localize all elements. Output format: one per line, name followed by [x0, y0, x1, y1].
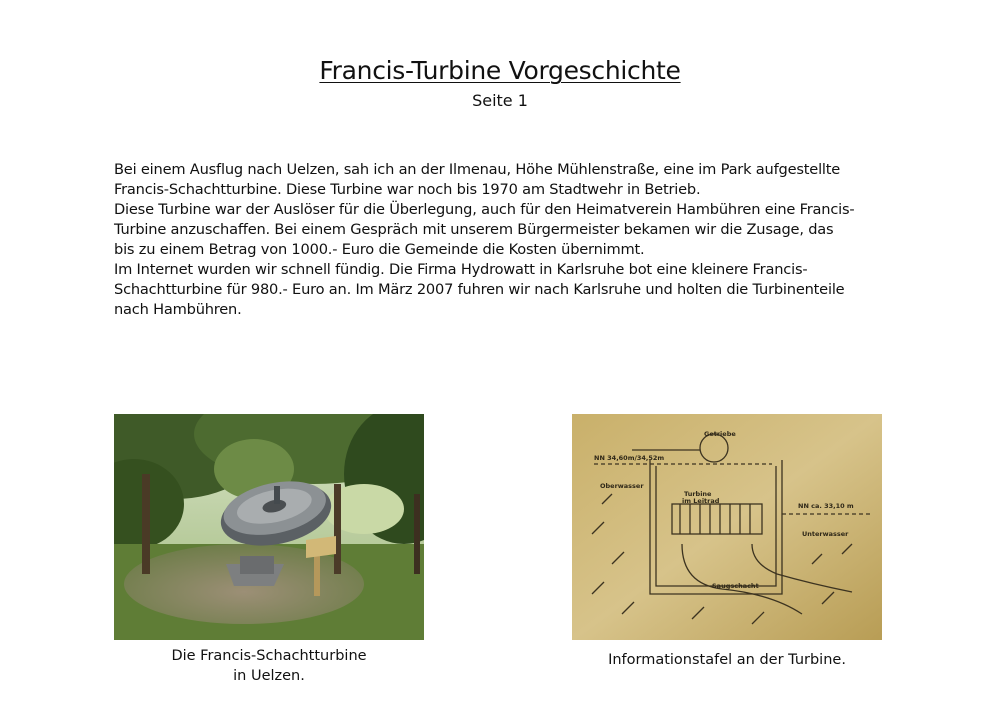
- plate-label-nn-right: NN ca. 33,10 m: [798, 502, 854, 510]
- info-plate-photo: [572, 414, 882, 640]
- caption-line: in Uelzen.: [233, 668, 305, 684]
- body-line: Bei einem Ausflug nach Uelzen, sah ich an der Ilmenau, Höhe Mühlenstraße, eine im Park aufgestellte: [114, 161, 841, 178]
- body-line: Im Internet wurden wir schnell fündig. Die Firma Hydrowatt in Karlsruhe bot eine kleinere Francis-: [114, 261, 808, 278]
- info-plate-diagram: [572, 414, 882, 640]
- body-line: Turbine anzuschaffen. Bei einem Gespräch mit unserem Bürgermeister bekamen wir die Zusage, das: [114, 221, 834, 238]
- turbine-park-illustration: [114, 414, 424, 640]
- plate-label-oberwasser: Oberwasser: [600, 482, 644, 490]
- right-photo-caption: Informationstafel an der Turbine.: [608, 652, 846, 668]
- plate-label-saugschacht: Saugschacht: [712, 582, 759, 590]
- body-line: Francis-Schachtturbine. Diese Turbine war noch bis 1970 am Stadtwehr in Betrieb.: [114, 181, 701, 198]
- caption-line: Die Francis-Schachtturbine: [171, 648, 367, 664]
- turbine-park-photo: [114, 414, 424, 640]
- body-paragraph: [114, 160, 904, 320]
- plate-label-getriebe: Getriebe: [704, 430, 736, 438]
- left-photo-caption: [114, 646, 424, 686]
- body-line: nach Hambühren.: [114, 301, 242, 318]
- plate-label-turbine-2: im Leitrad: [682, 497, 720, 505]
- page-subtitle: Seite 1: [472, 91, 528, 110]
- body-line: Diese Turbine war der Auslöser für die Überlegung, auch für den Heimatverein Hambühren eine Francis-: [114, 201, 855, 218]
- body-line: bis zu einem Betrag von 1000.- Euro die Gemeinde die Kosten übernimmt.: [114, 241, 645, 258]
- plate-label-turbine-1: Turbine: [684, 490, 712, 498]
- plate-label-nn-top: NN 34,60m/34,52m: [594, 454, 665, 462]
- plate-label-unterwasser: Unterwasser: [802, 530, 849, 538]
- body-line: Schachtturbine für 980.- Euro an. Im März 2007 fuhren wir nach Karlsruhe und holten die Turbinenteile: [114, 281, 845, 298]
- page-title: Francis-Turbine Vorgeschichte: [319, 56, 681, 85]
